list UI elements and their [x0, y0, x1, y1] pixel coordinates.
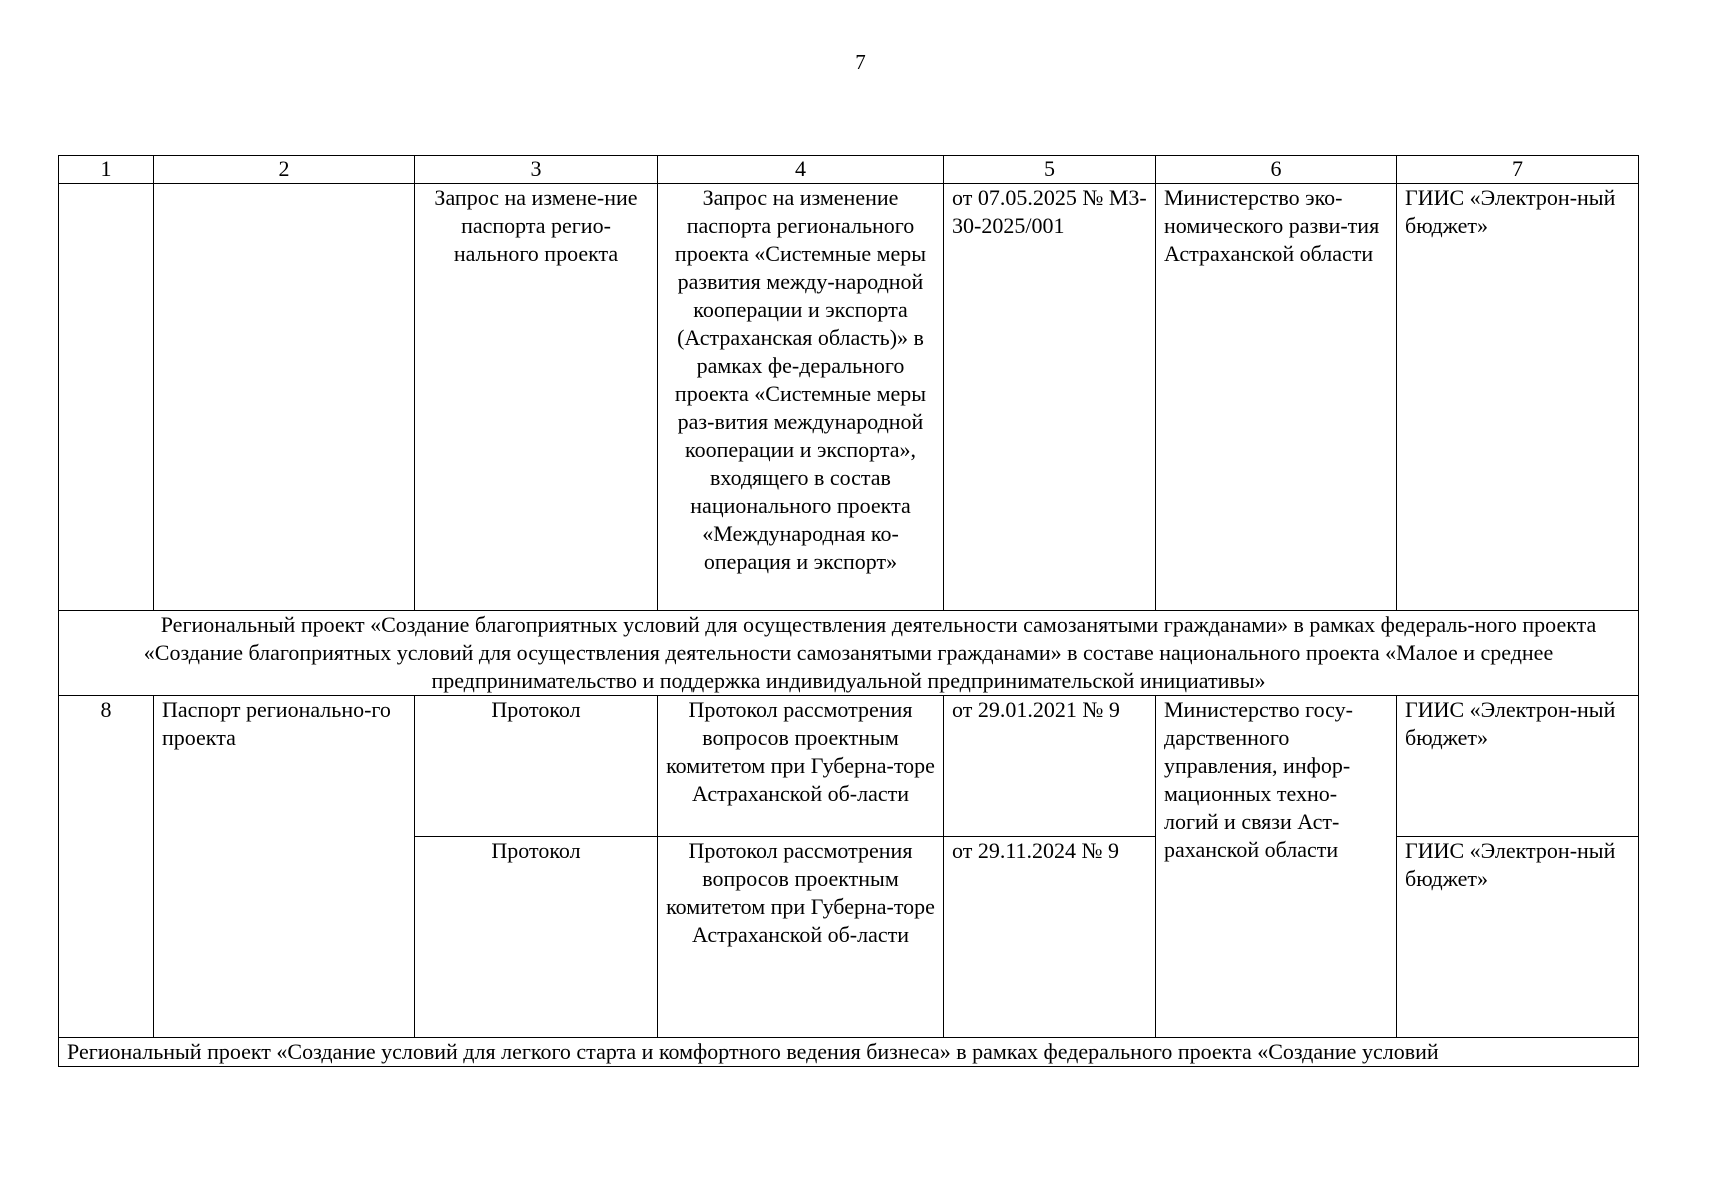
cell-number: 8	[59, 696, 154, 1038]
section-row	[59, 1038, 1639, 1067]
section-heading: Региональный проект «Создание условий для легкого старта и комфортного ведения бизнеса» в рамках федерального проекта «Создание условий	[59, 1038, 1639, 1067]
cell-document-title: Протокол рассмотрения вопросов проектным комитетом при Губерна-торе Астраханской об-ласти	[658, 696, 944, 837]
column-header: 5	[944, 156, 1156, 184]
cell-date-number: от 29.11.2024 № 9	[944, 837, 1156, 1038]
section-row	[59, 611, 1639, 696]
cell-number	[59, 184, 154, 611]
cell-document-name: Паспорт регионально-го проекта	[154, 696, 415, 1038]
cell-document-title: Запрос на изменение паспорта регионального проекта «Системные меры развития между-народной кооперации и экспорта (Астраханская область)» в рамках фе-дерального проекта «Системные меры раз-вития международной кооперации и экспорта», входящего в состав национального проекта «Международная ко-операция и экспорт»	[658, 184, 944, 611]
column-header: 6	[1156, 156, 1397, 184]
cell-document-type: Протокол	[415, 837, 658, 1038]
section-heading: Региональный проект «Создание благоприятных условий для осуществления деятельности самозанятыми гражданами» в рамках федераль-ного проекта «Создание благоприятных условий для осуществления деятельности самозанятыми гражданами» в составе национального проекта «Малое и среднее предпринимательство и поддержка индивидуальной предпринимательской инициативы»	[59, 611, 1639, 696]
table-row	[59, 696, 1639, 837]
cell-system: ГИИС «Электрон-ный бюджет»	[1397, 696, 1639, 837]
column-header: 1	[59, 156, 154, 184]
table-row	[59, 184, 1639, 611]
cell-organization: Министерство госу-дарственного управления, инфор-мационных техно-логий и связи Аст-раханской области	[1156, 696, 1397, 1038]
cell-document-type: Протокол	[415, 696, 658, 837]
documents-table	[58, 155, 1639, 1067]
cell-organization: Министерство эко-номического разви-тия Астраханской области	[1156, 184, 1397, 611]
column-header: 7	[1397, 156, 1639, 184]
cell-document-type: Запрос на измене-ние паспорта регио-нального проекта	[415, 184, 658, 611]
cell-system: ГИИС «Электрон-ный бюджет»	[1397, 184, 1639, 611]
cell-date-number: от 29.01.2021 № 9	[944, 696, 1156, 837]
cell-date-number: от 07.05.2025 № М3-30-2025/001	[944, 184, 1156, 611]
cell-document-name	[154, 184, 415, 611]
column-header: 3	[415, 156, 658, 184]
page-number: 7	[855, 50, 866, 74]
cell-document-title: Протокол рассмотрения вопросов проектным комитетом при Губерна-торе Астраханской об-ласти	[658, 837, 944, 1038]
column-header: 2	[154, 156, 415, 184]
cell-system: ГИИС «Электрон-ный бюджет»	[1397, 837, 1639, 1038]
header-row	[59, 156, 1639, 184]
column-header: 4	[658, 156, 944, 184]
